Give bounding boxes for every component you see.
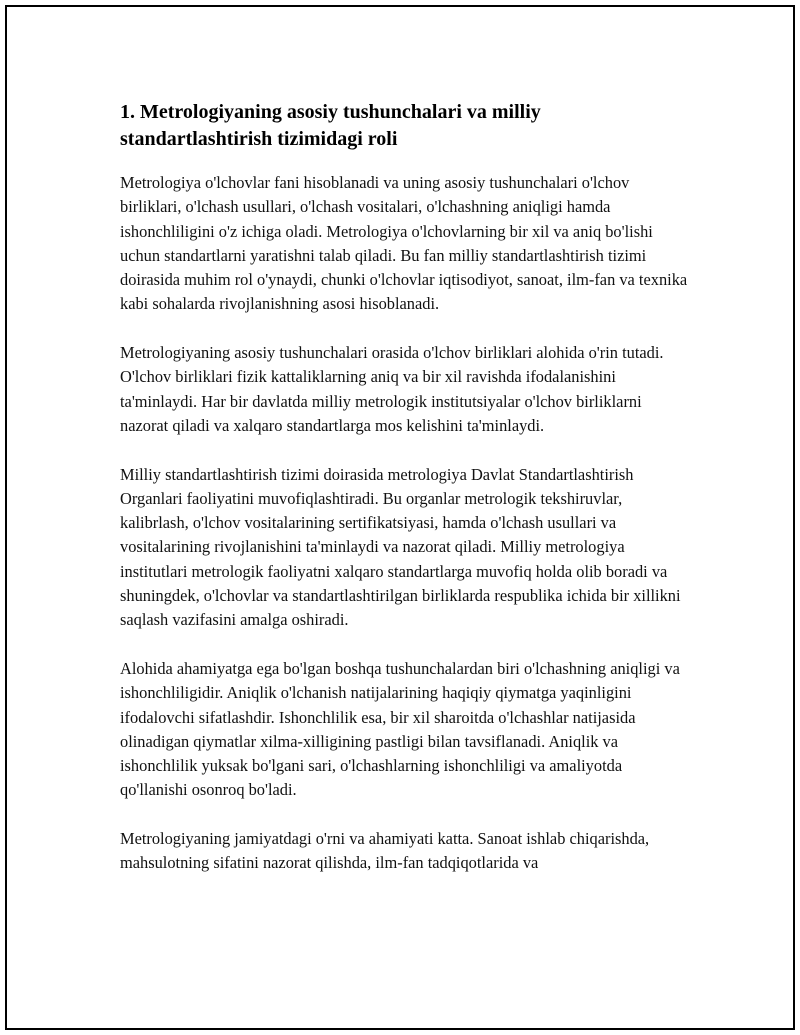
- paragraph-4: Alohida ahamiyatga ega bo'lgan boshqa tushunchalardan biri o'lchashning aniqligi va ishonchliligidir. Aniqlik o'lchanish natijalarining haqiqiy qiymatga yaqinligini ifodalovchi sifatlashdir. Ishonchlilik esa, bir xil sharoitda o'lchashlar natijasida olinadigan qiymatlar xilma-xilligining pastligi bilan tavsiflanadi. Aniqlik va ishonchlilik yuksak bo'lgani sari, o'lchashlarning ishonchliligi va amaliyotda qo'llanishi osonroq bo'ladi.: [120, 658, 680, 800]
- document-body: [120, 99, 690, 900]
- document-page: [5, 5, 795, 1030]
- paragraph-2: Metrologiyaning asosiy tushunchalari orasida o'lchov birliklari alohida o'rin tutadi. O'lchov birliklari fizik kattaliklarning aniq va bir xil ravishda ifodalanishini ta'minlaydi. Har bir davlatda milliy metrologik institutsiyalar o'lchov birliklarni nazorat qiladi va xalqaro standartlarga mos kelishini ta'minlaydi.: [120, 343, 664, 435]
- paragraph-5: Metrologiyaning jamiyatdagi o'rni va ahamiyati katta. Sanoat ishlab chiqarishda, mahsulotning sifatini nazorat qilishda, ilm-fan tadqiqotlarida va: [120, 829, 650, 873]
- section-heading: 1. Metrologiyaning asosiy tushunchalari va milliy standartlashtirish tizimidagi roli: [120, 101, 541, 150]
- paragraph-1: Metrologiya o'lchovlar fani hisoblanadi va uning asosiy tushunchalari o'lchov birliklari, o'lchash usullari, o'lchash vositalari, o'lchashning aniqligi hamda ishonchliligini o'z ichiga oladi. Metrologiya o'lchovlarning bir xil va aniq bo'lishi uchun standartlarni yaratishni talab qiladi. Bu fan milliy standartlashtirish tizimi doirasida muhim rol o'ynaydi, chunki o'lchovlar iqtisodiyot, sanoat, ilm-fan va texnika kabi sohalarda rivojlanishning asosi hisoblanadi.: [120, 173, 688, 314]
- paragraph-3: Milliy standartlashtirish tizimi doirasida metrologiya Davlat Standartlashtirish Organlari faoliyatini muvofiqlashtiradi. Bu organlar metrologik tekshiruvlar, kalibrlash, o'lchov vositalarining sertifikatsiyasi, hamda o'lchash usullari va vositalarining rivojlanishini ta'minlaydi va nazorat qiladi. Milliy metrologiya institutlari metrologik faoliyatni xalqaro standartlarga muvofiq holda olib boradi va shuningdek, o'lchovlar va standartlashtirilgan birliklarda respublika ichida bir xillikni saqlash vazifasini amalga oshiradi.: [120, 464, 681, 630]
